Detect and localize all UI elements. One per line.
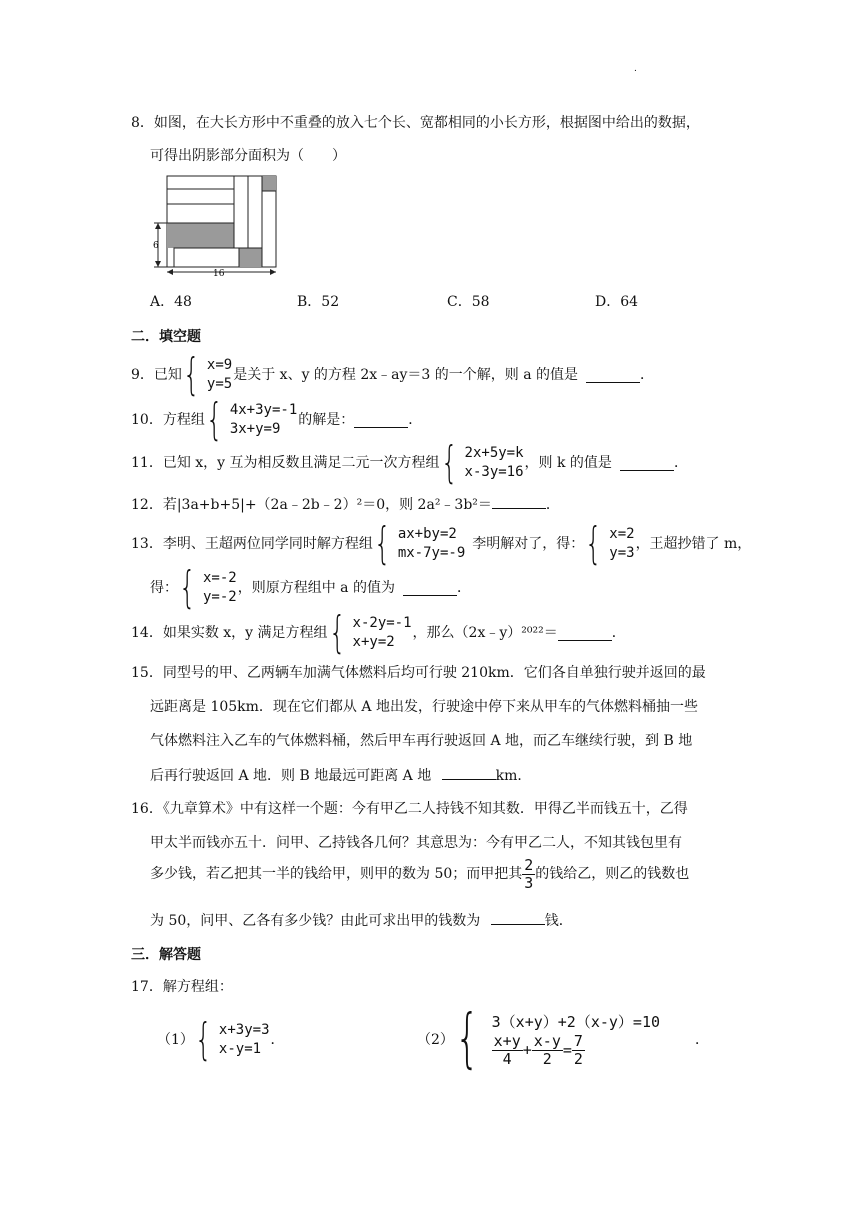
- q13-blank[interactable]: [403, 581, 457, 596]
- q12-end: ．: [545, 497, 560, 513]
- q15-line1: 15．同型号的甲、乙两辆车加满气体燃料后均可行驶 210km．它们各自单独行驶并返回的最: [131, 665, 706, 681]
- q17-p2-f2d: 2: [542, 1049, 552, 1068]
- q17-p2-eqs: =: [562, 1041, 572, 1059]
- q17-p2-f2n: x-y: [533, 1031, 561, 1050]
- q10: [131, 394, 423, 445]
- q17-p1-eq1: x+3y=3: [218, 1022, 270, 1038]
- q17-p2-f3n: 7: [573, 1031, 583, 1050]
- q13-eq4: y=3: [609, 545, 635, 561]
- q14-num: 14．如果实数 x，y 满足方程组: [131, 625, 328, 641]
- q14-system: { x-2y=-1 x+y=2: [328, 607, 412, 658]
- q13-line2-pre: 得：: [150, 580, 178, 596]
- q16-line4: [150, 910, 573, 931]
- q14-text: ，那么（2x﹣y）²⁰²²＝: [412, 625, 558, 641]
- q10-text: 的解是：: [298, 412, 355, 428]
- q16-frac-den: 3: [524, 873, 534, 892]
- q9-system: { x=9 y=5: [182, 349, 233, 400]
- figure-label-height: 6: [153, 241, 159, 251]
- q16-frac-num: 2: [524, 855, 534, 874]
- q13-solution-wangchao: { x=-2 y=-2: [179, 562, 237, 613]
- q9-end: ．: [640, 367, 655, 383]
- q16-line4-text: 为 50，问甲、乙各有多少钱？由此可求出甲的钱数为: [150, 913, 481, 929]
- q17-p2-end: ．: [695, 1032, 710, 1048]
- q8-figure: [150, 170, 280, 280]
- q10-system: { 4x+3y=-1 3x+y=9: [205, 394, 298, 445]
- q16-fraction: [522, 857, 535, 892]
- q16-line1: 16．《九章算术》中有这样一个题：今有甲乙二人持钱不知其数．甲得乙半而钱五十，乙得: [131, 801, 688, 817]
- figure-label-width: 16: [213, 269, 225, 279]
- q17-p1-system: { x+3y=3 x-y=1: [194, 1014, 270, 1065]
- q9-eq2: y=5: [206, 376, 233, 392]
- q10-blank[interactable]: [354, 413, 408, 428]
- q8-line1: 8．如图，在大长方形中不重叠的放入七个长、宽都相同的小长方形，根据图中给出的数据，: [131, 115, 700, 131]
- q15-line4-text: 后再行驶返回 A 地．则 B 地最远可距离 A 地: [150, 768, 432, 784]
- option-c: C．58: [447, 294, 490, 310]
- q13-solution-liming: { x=2 y=3: [585, 518, 635, 569]
- q17-part1: [157, 1016, 285, 1064]
- q15-line4: [150, 765, 531, 786]
- q12: [131, 494, 560, 515]
- q10-num: 10．方程组: [131, 412, 205, 428]
- q13-num: 13．李明、王超两位同学同时解方程组: [131, 536, 373, 552]
- q17-p1-end: ．: [270, 1032, 285, 1048]
- q13-eq2: mx-7y=-9: [397, 545, 466, 561]
- q13-end: ．: [456, 580, 471, 596]
- option-d: D．64: [595, 294, 639, 310]
- q17-p2-f3d: 2: [573, 1049, 583, 1068]
- q14-end: ．: [611, 625, 626, 641]
- q11-system: { 2x+5y=k x-3y=16: [440, 437, 524, 488]
- q13-eq5: x=-2: [203, 570, 237, 586]
- q9: [131, 349, 655, 400]
- q15-blank[interactable]: [442, 765, 496, 780]
- q17-p2-f1n: x+y: [493, 1031, 521, 1050]
- q17-part2: [417, 1002, 710, 1076]
- q9-text: 是关于 x、y 的方程 2x﹣ay＝3 的一个解，则 a 的值是: [233, 367, 579, 383]
- q16-blank[interactable]: [491, 910, 545, 925]
- q11-blank[interactable]: [620, 456, 674, 471]
- q11-text: ，则 k 的值是: [524, 455, 612, 471]
- q9-eq1: x=9: [206, 357, 233, 373]
- q13-line2-text: ，则原方程组中 a 的值为: [237, 580, 395, 596]
- q16-line3-tail: 的钱给乙，则乙的钱数也: [535, 866, 690, 882]
- q13-eq1: ax+by=2: [397, 526, 457, 542]
- q11-eq1: 2x+5y=k: [464, 445, 524, 461]
- q17-p2-system: { 3（x+y）+2（x-y）=10 $\frac{x+y}{4}$ + $\frac{x-y}{2}$ = $\frac{7}{2}$: [454, 1002, 661, 1076]
- q17-p1-label: （1）: [157, 1032, 194, 1048]
- q12-blank[interactable]: [492, 494, 546, 509]
- q14-eq2: x+y=2: [352, 634, 395, 650]
- q15-line3: 气体燃料注入乙车的气体燃料桶，然后甲车再行驶返回 A 地，而乙车继续行驶，到 B 地: [150, 733, 693, 749]
- q13-line2: [150, 562, 471, 613]
- q13-system: { ax+by=2 mx-7y=-9: [373, 518, 466, 569]
- header-dot: .: [634, 64, 637, 74]
- q14-blank[interactable]: [558, 626, 612, 641]
- q16-unit: 钱．: [544, 913, 573, 929]
- q16-line3: [150, 852, 689, 896]
- q13-eq3: x=2: [609, 526, 635, 542]
- q9-num: 9．已知: [131, 367, 182, 383]
- q13-line1: [131, 518, 752, 569]
- q14-eq1: x-2y=-1: [352, 615, 412, 631]
- q16-line2: 甲太半而钱亦五十．问甲、乙持钱各几何？其意思为：今有甲乙二人，不知其钱包里有: [150, 835, 682, 851]
- q17-p2-f1d: 4: [502, 1049, 512, 1068]
- q11-end: ．: [673, 455, 688, 471]
- q17-p1-eq2: x-y=1: [218, 1041, 262, 1057]
- q9-blank[interactable]: [586, 368, 640, 383]
- q17-title: 17．解方程组：: [131, 979, 233, 995]
- q17-p2-op: +: [522, 1041, 532, 1059]
- q17-p2-label: （2）: [417, 1032, 454, 1048]
- q10-eq1: 4x+3y=-1: [229, 402, 298, 418]
- q11-eq2: x-3y=16: [464, 464, 524, 480]
- option-b: B．52: [297, 294, 340, 310]
- q13-tail: ，王超抄错了 m，: [635, 536, 752, 552]
- option-a: A．48: [150, 294, 192, 310]
- q13-mid: 李明解对了，得：: [472, 536, 585, 552]
- q10-end: ．: [408, 412, 423, 428]
- q14: [131, 607, 626, 658]
- q11-num: 11．已知 x，y 互为相反数且满足二元一次方程组: [131, 455, 440, 471]
- q13-eq6: y=-2: [203, 589, 237, 605]
- q15-unit: km．: [495, 768, 532, 784]
- q17-p2-eq1: 3（x+y）+2（x-y）=10: [491, 1012, 661, 1031]
- section-fill-in: 二．填空题: [131, 329, 201, 345]
- q15-line2: 远距离是 105km．现在它们都从 A 地出发，行驶途中停下来从甲车的气体燃料桶抽一些: [150, 699, 698, 715]
- q11: [131, 437, 688, 488]
- q10-eq2: 3x+y=9: [229, 421, 281, 437]
- q16-line3-text: 多少钱，若乙把其一半的钱给甲，则甲的数为 50；而甲把其: [150, 866, 523, 882]
- q12-text: 12．若|3a+b+5|+（2a﹣2b﹣2）²＝0，则 2a²﹣3b²＝: [131, 497, 492, 513]
- q8-line2: 可得出阴影部分面积为（ ）: [150, 148, 346, 164]
- section-solve: 三．解答题: [131, 947, 201, 963]
